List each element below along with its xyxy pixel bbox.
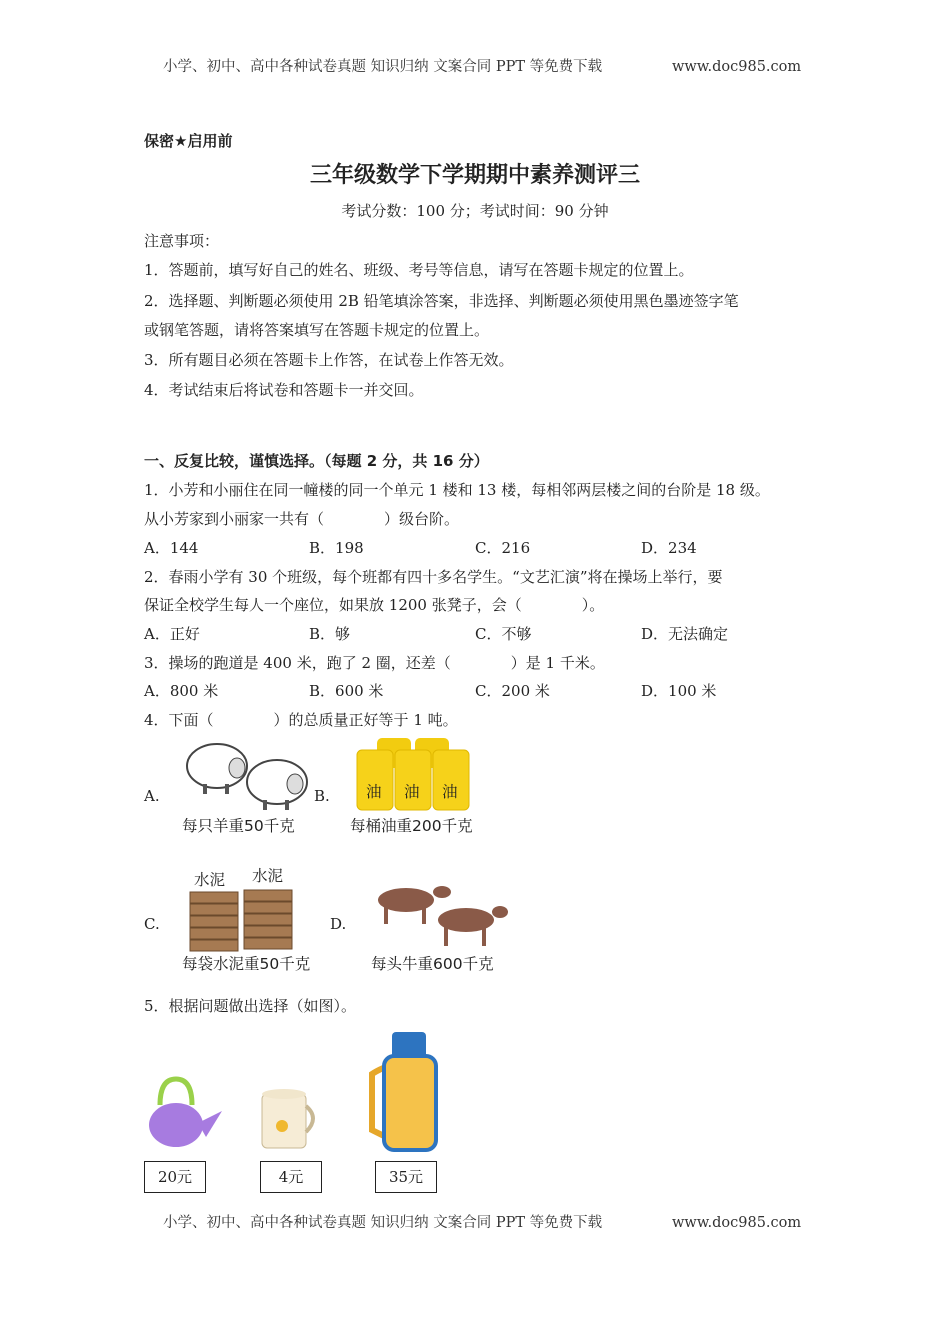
- option-label: D.: [330, 915, 347, 933]
- cement-label: 水泥: [252, 867, 284, 885]
- note-item: 4．考试结束后将试卷和答题卡一并交回。: [144, 381, 424, 399]
- barrel-label: 油: [366, 783, 382, 801]
- page-title: 三年级数学下学期期中素养测评三: [309, 163, 640, 188]
- option: C．216: [475, 539, 531, 557]
- option-label: A.: [144, 787, 160, 805]
- option: A．144: [144, 539, 199, 557]
- note-item: 3．所有题目必须在答题卡上作答，在试卷上作答无效。: [144, 351, 514, 369]
- section-heading: 一、反复比较，谨慎选择。（每题 2 分，共 16 分）: [144, 452, 489, 470]
- option-label: C.: [144, 915, 160, 933]
- note-item: 2．选择题、判断题必须使用 2B 铅笔填涂答案，非选择、判断题必须使用黑色墨迹签字笔: [144, 292, 739, 310]
- question-2-cont: 保证全校学生每人一个座位，如果放 1200 张凳子，会（ ）。: [144, 596, 605, 614]
- note-item: 或钢笔答题，请将答案填写在答题卡规定的位置上。: [144, 321, 490, 339]
- option: A．正好: [144, 625, 200, 643]
- option: B．198: [309, 539, 364, 557]
- cement-label: 水泥: [194, 871, 226, 889]
- note-item: 1．答题前，填写好自己的姓名、班级、考号等信息，请写在答题卡规定的位置上。: [144, 261, 694, 279]
- caption: 每袋水泥重50千克: [182, 955, 311, 973]
- footer-link[interactable]: www.doc985.com: [672, 1215, 802, 1231]
- cows-image: [370, 882, 508, 950]
- price-box: 35元: [375, 1161, 437, 1193]
- question-4: 4．下面（ ）的总质量正好等于 1 吨。: [144, 711, 458, 729]
- kettle-image: [146, 1075, 224, 1149]
- notes-heading: 注意事项：: [144, 232, 220, 250]
- caption: 每只羊重50千克: [182, 817, 295, 835]
- subtitle: 考试分数：100 分；考试时间：90 分钟: [341, 202, 609, 220]
- caption: 每头牛重600千克: [371, 955, 494, 973]
- question-3: 3．操场的跑道是 400 米，跑了 2 圈，还差（ ）是 1 千米。: [144, 654, 605, 672]
- header-text: 小学、初中、高中各种试卷真题 知识归纳 文案合同 PPT 等免费下载: [163, 59, 603, 75]
- option: A．800 米: [144, 682, 219, 700]
- option: B．够: [309, 625, 351, 643]
- question-1: 1．小芳和小丽住在同一幢楼的同一个单元 1 楼和 13 楼，每相邻两层楼之间的台阶是 18 级。: [144, 481, 770, 499]
- option-label: B.: [314, 787, 330, 805]
- mug-image: [258, 1082, 322, 1152]
- price-box: 4元: [260, 1161, 322, 1193]
- caption: 每桶油重200千克: [350, 817, 473, 835]
- option: C．不够: [475, 625, 532, 643]
- option: D．无法确定: [641, 625, 729, 643]
- confidential-label: 保密★启用前: [144, 132, 233, 150]
- barrel-label: 油: [442, 783, 458, 801]
- footer-text: 小学、初中、高中各种试卷真题 知识归纳 文案合同 PPT 等免费下载: [163, 1215, 603, 1231]
- header-link[interactable]: www.doc985.com: [672, 59, 802, 75]
- thermos-image: [368, 1030, 440, 1152]
- sheep-image: [185, 740, 315, 812]
- barrel-label: 油: [404, 783, 420, 801]
- question-2: 2．春雨小学有 30 个班级，每个班都有四十多名学生。“文艺汇演”将在操场上举行，要: [144, 568, 723, 586]
- option: C．200 米: [475, 682, 550, 700]
- question-5: 5．根据问题做出选择（如图）。: [144, 997, 357, 1015]
- price-box: 20元: [144, 1161, 206, 1193]
- cement-bags-image: [188, 888, 298, 954]
- option: B．600 米: [309, 682, 384, 700]
- option: D．100 米: [641, 682, 717, 700]
- option: D．234: [641, 539, 697, 557]
- question-1-cont: 从小芳家到小丽家一共有（ ）级台阶。: [144, 510, 460, 528]
